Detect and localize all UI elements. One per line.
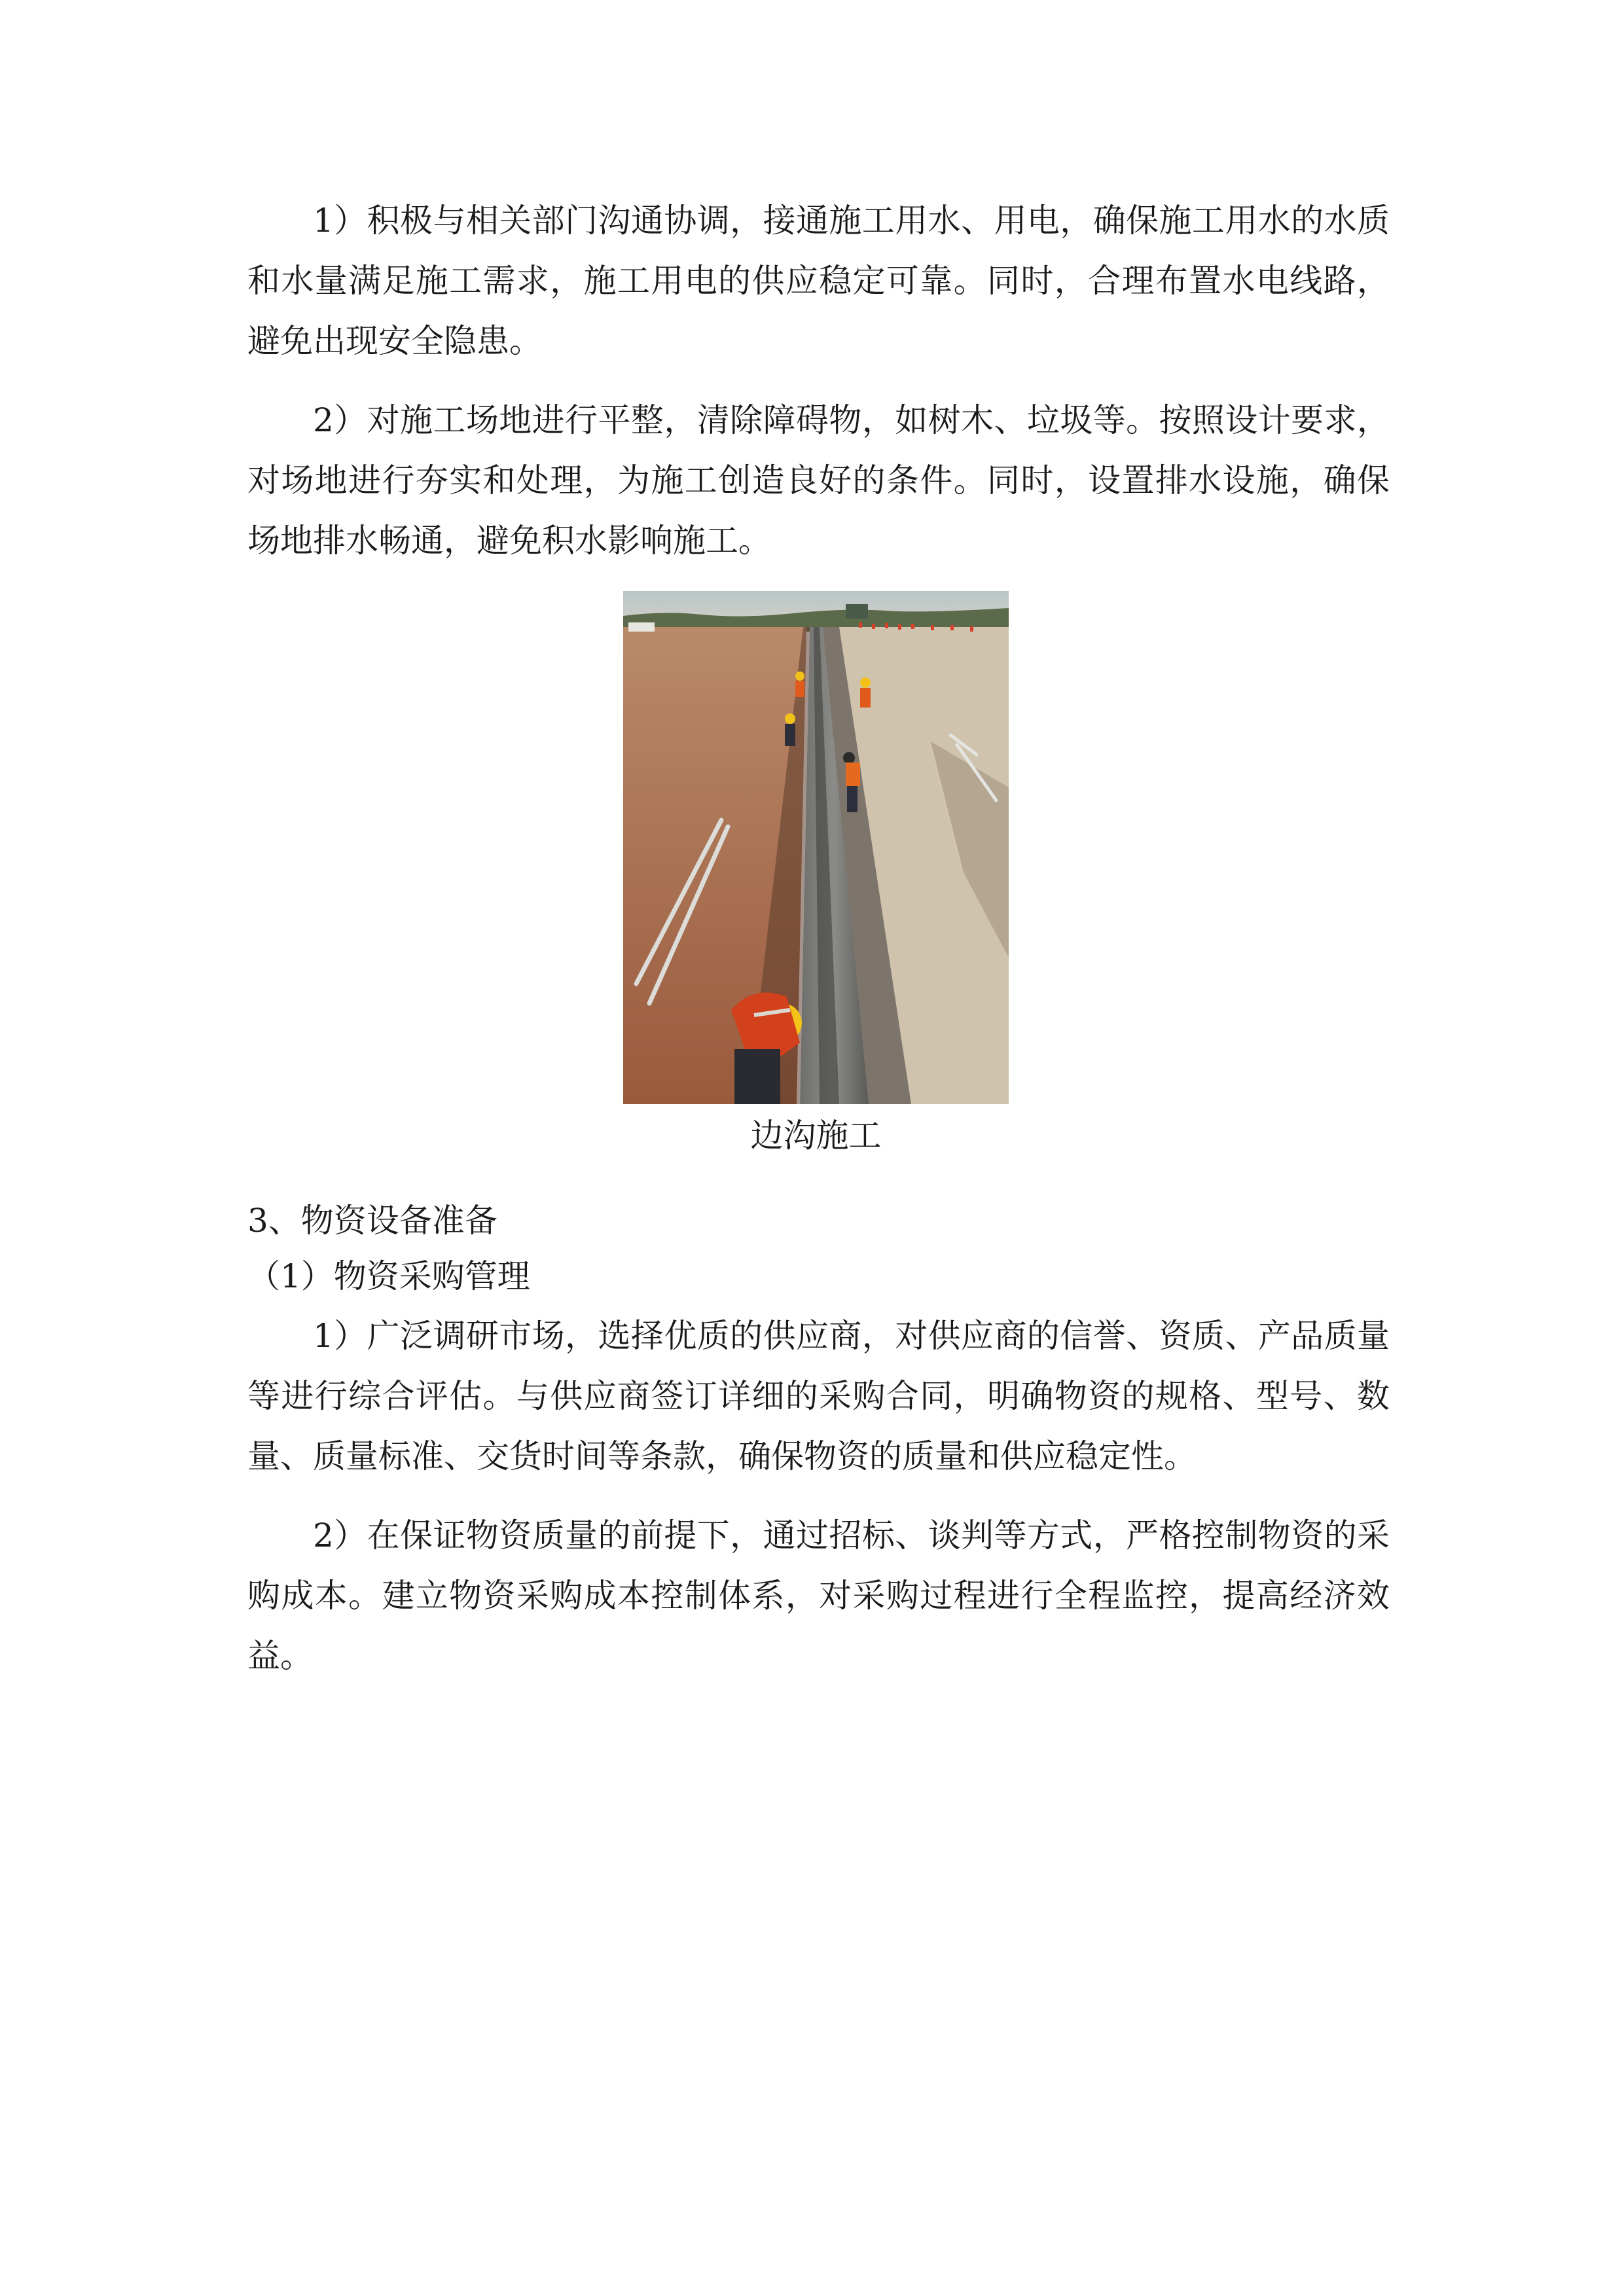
paragraph-site-leveling: 2）对施工场地进行平整，清除障碍物，如树木、垃圾等。按照设计要求，对场地进行夯实和处理，为施工创造良好的条件。同时，设置排水设施，确保场地排水畅通，避免积水影响施工。	[247, 401, 1390, 560]
section-heading: 3、物资设备准备	[247, 1202, 497, 1240]
sub-heading: （1）物资采购管理	[247, 1257, 530, 1295]
paragraph-water-electricity: 1）积极与相关部门沟通协调，接通施工用水、用电，确保施工用水的水质和水量满足施工需求，施工用电的供应稳定可靠。同时，合理布置水电线路，避免出现安全隐患。	[247, 202, 1390, 360]
figure-caption: 边沟施工	[750, 1117, 882, 1155]
figure-ditch-construction	[623, 591, 1009, 1104]
ditch-construction-photo	[623, 591, 1009, 1104]
paragraph-supplier-selection: 1）广泛调研市场，选择优质的供应商，对供应商的信誉、资质、产品质量等进行综合评估。与供应商签订详细的采购合同，明确物资的规格、型号、数量、质量标准、交货时间等条款，确保物资的质量和供应稳定性。	[247, 1317, 1390, 1475]
paragraph-cost-control: 2）在保证物资质量的前提下，通过招标、谈判等方式，严格控制物资的采购成本。建立物资采购成本控制体系，对采购过程进行全程监控，提高经济效益。	[247, 1516, 1390, 1675]
